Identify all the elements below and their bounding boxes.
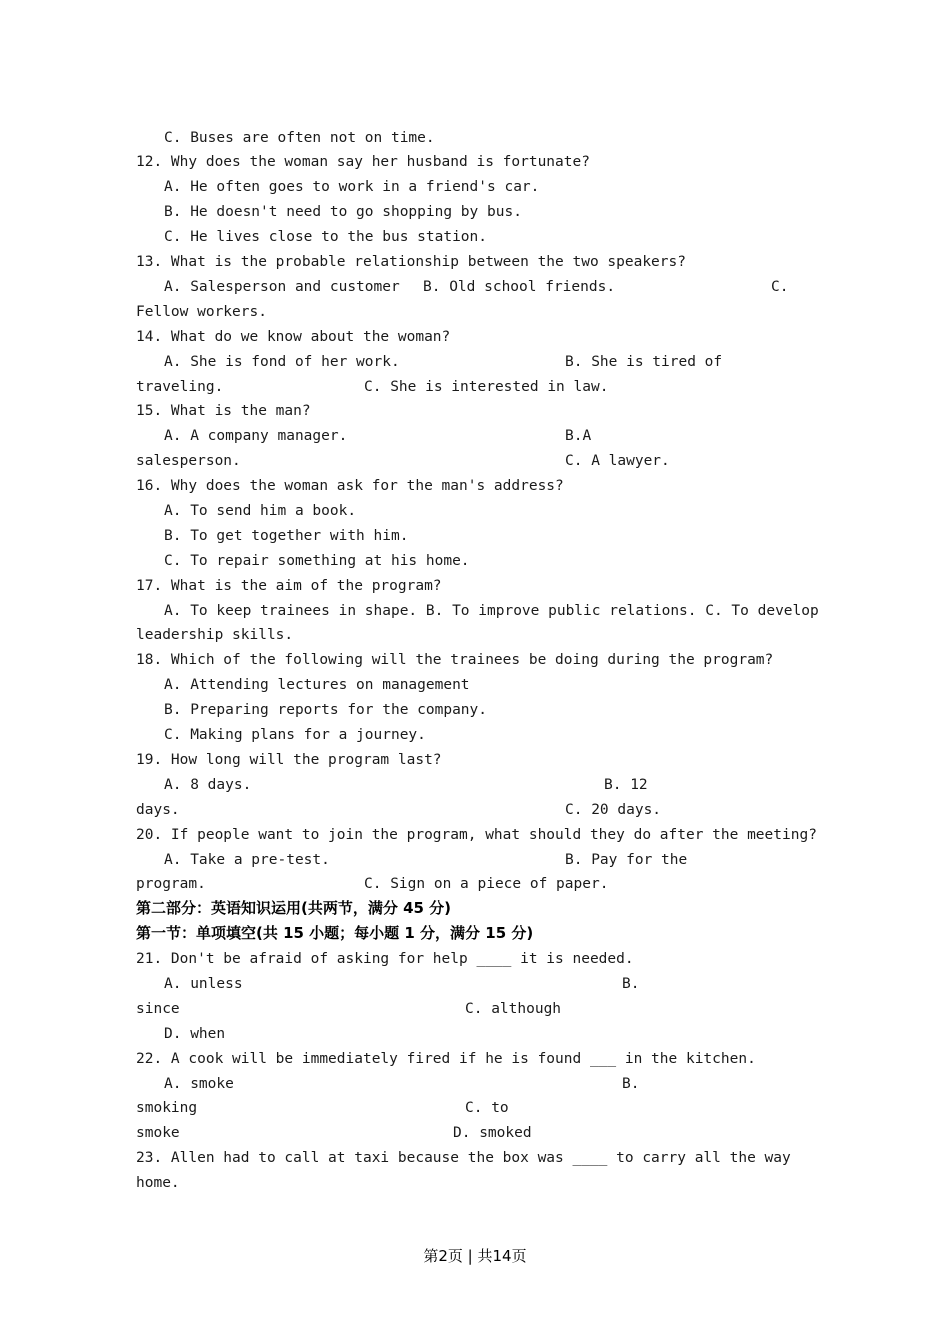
- q18-option-a: A. Attending lectures on management: [164, 677, 470, 693]
- section-part-two-heading: 第二部分：英语知识运用(共两节，满分 45 分): [136, 899, 452, 917]
- q17-options: A. To keep trainees in shape. B. To improve public relations. C. To develop: [164, 603, 819, 619]
- q16-option-c: C. To repair something at his home.: [164, 553, 470, 569]
- q18-option-c: C. Making plans for a journey.: [164, 727, 426, 743]
- q12-option-a: A. He often goes to work in a friend's car.: [164, 179, 540, 195]
- section-one-heading: 第一节：单项填空(共 15 小题；每小题 1 分，满分 15 分): [136, 924, 534, 942]
- q20-option-a: A. Take a pre-test.: [164, 852, 330, 868]
- q17-question: 17. What is the aim of the program?: [136, 578, 442, 594]
- q13-option-b: B. Old school friends.: [423, 279, 616, 295]
- q22-question: 22. A cook will be immediately fired if he is found ___ in the kitchen.: [136, 1051, 756, 1067]
- q22-option-d: D. smoked: [453, 1125, 532, 1141]
- q18-question: 18. Which of the following will the trainees be doing during the program?: [136, 652, 774, 668]
- q13-question: 13. What is the probable relationship between the two speakers?: [136, 254, 686, 270]
- q13-option-a: A. Salesperson and customer: [164, 279, 400, 295]
- q16-question: 16. Why does the woman ask for the man's address?: [136, 478, 564, 494]
- q15-question: 15. What is the man?: [136, 403, 311, 419]
- q23-question-cont: home.: [136, 1175, 180, 1191]
- q12-question: 12. Why does the woman say her husband is fortunate?: [136, 154, 590, 170]
- q16-option-b: B. To get together with him.: [164, 528, 409, 544]
- q11-option-c: C. Buses are often not on time.: [164, 130, 435, 146]
- q14-option-c: C. She is interested in law.: [364, 379, 609, 395]
- q13-option-c-label: C.: [771, 279, 789, 295]
- q15-option-c: C. A lawyer.: [565, 453, 670, 469]
- q20-option-b-cont: program.: [136, 876, 206, 892]
- q15-option-a: A. A company manager.: [164, 428, 348, 444]
- q19-question: 19. How long will the program last?: [136, 752, 442, 768]
- q21-option-a: A. unless: [164, 976, 243, 992]
- q17-options-cont: leadership skills.: [136, 627, 294, 643]
- q19-option-b-cont: days.: [136, 802, 180, 818]
- q21-option-c: C. although: [465, 1001, 562, 1017]
- q22-option-b-label: B.: [622, 1076, 640, 1092]
- q22-option-c-text: smoke: [136, 1125, 180, 1141]
- q21-option-b-text: since: [136, 1001, 180, 1017]
- q13-option-c-text: Fellow workers.: [136, 304, 267, 320]
- q20-option-c: C. Sign on a piece of paper.: [364, 876, 609, 892]
- q23-question: 23. Allen had to call at taxi because the box was ____ to carry all the way: [136, 1150, 791, 1166]
- q12-option-b: B. He doesn't need to go shopping by bus.: [164, 204, 522, 220]
- q18-option-b: B. Preparing reports for the company.: [164, 702, 488, 718]
- q14-option-a: A. She is fond of her work.: [164, 354, 400, 370]
- q20-question: 20. If people want to join the program, what should they do after the meeting?: [136, 827, 817, 843]
- q15-option-b-label: B.A: [565, 428, 592, 444]
- q14-question: 14. What do we know about the woman?: [136, 329, 451, 345]
- q21-option-b-label: B.: [622, 976, 640, 992]
- q22-option-c-label: C. to: [465, 1100, 509, 1116]
- q15-option-b-text: salesperson.: [136, 453, 241, 469]
- q22-option-b-text: smoking: [136, 1100, 198, 1116]
- q20-option-b: B. Pay for the: [565, 852, 688, 868]
- q19-option-c: C. 20 days.: [565, 802, 662, 818]
- q16-option-a: A. To send him a book.: [164, 503, 357, 519]
- q12-option-c: C. He lives close to the bus station.: [164, 229, 488, 245]
- q19-option-b: B. 12: [604, 777, 648, 793]
- q21-option-d: D. when: [164, 1026, 226, 1042]
- q22-option-a: A. smoke: [164, 1076, 234, 1092]
- q21-question: 21. Don't be afraid of asking for help ____ it is needed.: [136, 951, 634, 967]
- page-footer: 第2页 | 共14页: [423, 1247, 527, 1265]
- q19-option-a: A. 8 days.: [164, 777, 252, 793]
- q14-option-b-cont: traveling.: [136, 379, 224, 395]
- q14-option-b: B. She is tired of: [565, 354, 723, 370]
